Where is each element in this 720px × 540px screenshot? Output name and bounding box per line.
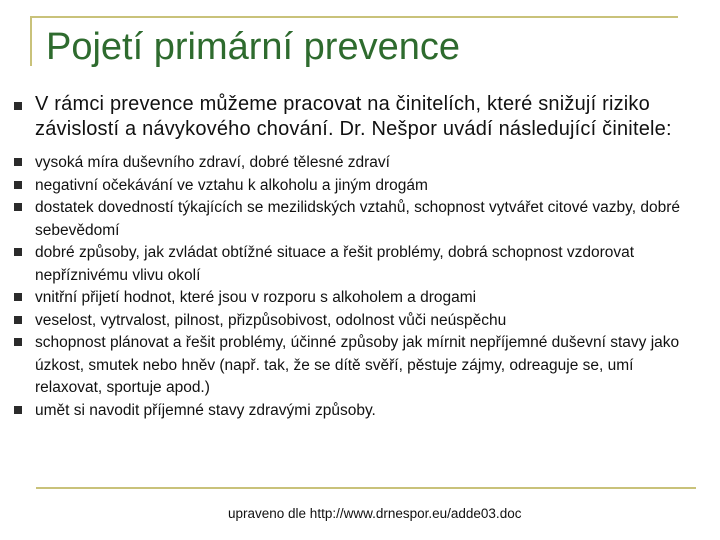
list-item-text: dostatek dovedností týkajících se mezilidských vztahů, schopnost vytvářet citové vazby, dobré sebevědomí [35,199,680,239]
list-item-text: vnitřní přijetí hodnot, které jsou v rozporu s alkoholem a drogami [35,289,477,306]
slide-content [14,92,704,422]
lead-paragraph [14,92,704,142]
list-item [14,175,704,198]
list-item-text: umět si navodit příjemné stavy zdravými způsoby. [35,401,376,419]
square-bullet-icon [14,293,22,301]
source-footer: upraveno dle http://www.drnespor.eu/adde03.doc [228,506,522,521]
slide-title: Pojetí primární prevence [46,26,460,68]
square-bullet-icon [14,406,22,414]
title-frame-left-line [30,16,32,66]
square-bullet-icon [14,158,22,166]
square-bullet-icon [14,203,22,211]
list-item-text: negativní očekávání ve vztahu k alkoholu a jiným drogám [35,176,428,194]
square-bullet-icon [14,316,22,324]
title-frame-top-line [30,16,678,18]
lead-text: V rámci prevence můžeme pracovat na činitelích, které snižují riziko závislostí a návykového chování. Dr. Nešpor uvádí následující činitele: [35,93,672,140]
square-bullet-icon [14,102,22,110]
list-item [14,152,704,175]
list-item-text: vysoká míra duševního zdraví, dobré tělesné zdraví [35,154,390,171]
list-item [14,332,704,400]
list-item [14,310,704,333]
square-bullet-icon [14,181,22,189]
footer-divider [36,487,696,489]
list-item-text: schopnost plánovat a řešit problémy, účinné způsoby jak mírnit nepříjemné duševní stavy jako úzkost, smutek nebo hněv (např. tak, že se dítě svěří, pěstuje zájmy, odreaguje se, umí relaxovat, sportuje apod.) [35,334,680,396]
list-item [14,242,704,287]
list-item [14,287,704,310]
list-item [14,400,704,423]
list-item-text: dobré způsoby, jak zvládat obtížné situace a řešit problémy, dobrá schopnost vzdorovat nepříznivému vlivu okolí [35,244,635,284]
square-bullet-icon [14,248,22,256]
list-item [14,197,704,242]
list-item-text: veselost, vytrvalost, pilnost, přizpůsobivost, odolnost vůči neúspěchu [35,311,507,329]
square-bullet-icon [14,338,22,346]
